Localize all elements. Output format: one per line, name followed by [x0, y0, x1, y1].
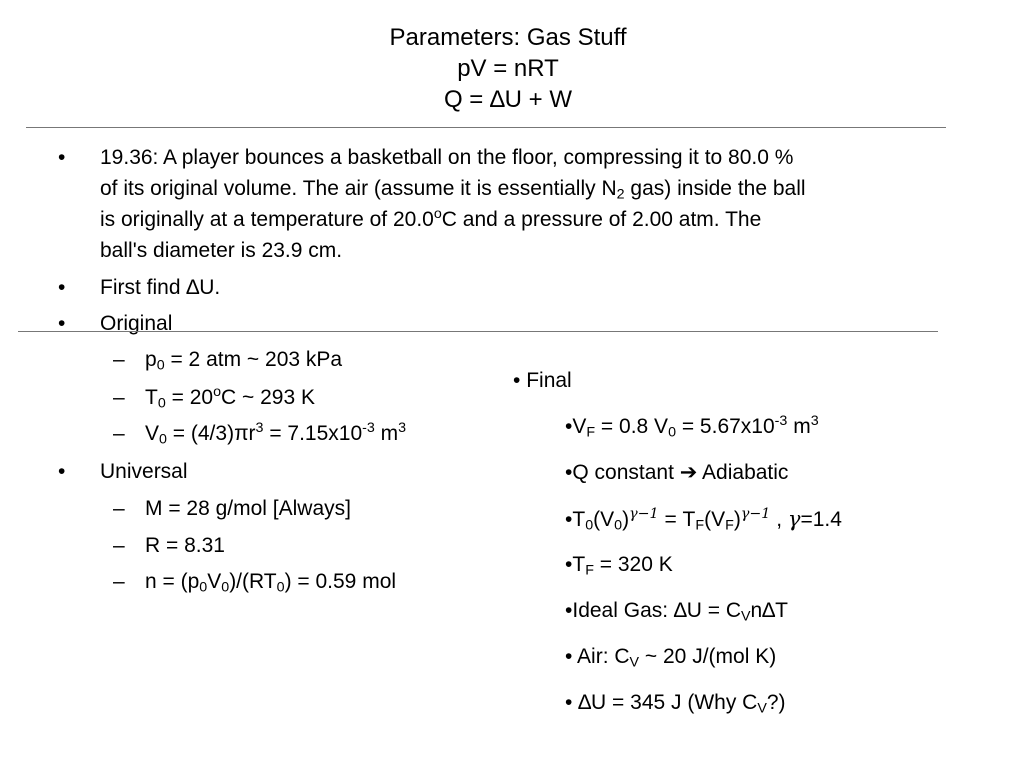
universal-r: – R = 8.31 [145, 530, 545, 561]
problem-line-2: of its original volume. The air (assume it is essentially $N_2$ gas) inside the ball [100, 177, 806, 203]
dash-marker: – [113, 570, 125, 593]
final-air-cv: • Air: $C_V$ ~ 20 J/(mol K) [565, 645, 777, 671]
dash-marker: – [113, 534, 125, 557]
first-find-bullet [58, 272, 970, 303]
universal-n: – $n = (p_0V_0)/(RT_0) = 0.59$ mol [145, 566, 545, 597]
final-delta-u: • ∆U = 345 J (Why $C_V$?) [565, 691, 786, 717]
original-t0: – $T_0 = 20^oC$ ~ 293 K [145, 382, 545, 413]
slide-title [0, 22, 1016, 115]
bullet-marker: • [58, 460, 66, 483]
final-q-constant: •Q constant ➔ Adiabatic [565, 461, 789, 484]
title-line-2: pV = nRT [457, 55, 559, 82]
universal-m: – M = 28 g/mol [Always] [145, 493, 545, 524]
final-tf: $•T_F = 320$ K [565, 553, 673, 579]
final-heading: • Final [513, 369, 572, 392]
problem-line-1: 19.36: A player bounces a basketball on the floor, compressing it to 80.0 % [100, 146, 794, 169]
first-find-text: First find ∆U. [100, 276, 221, 299]
universal-bullet [58, 456, 970, 487]
dash-marker: – [113, 348, 125, 371]
problem-bullet [58, 142, 970, 266]
final-adiabatic-relation: $•T_0(V_0)^{\gamma-1} = T_F(V_F)^{\gamma-1}$ , γ=1.4 [565, 506, 842, 534]
original-v0: – $V_0 = (4/3)\pi r^3 = 7.15x10^{-3}$ $m^3$ [145, 418, 545, 449]
bullet-marker: • [58, 312, 66, 335]
original-heading: Original [100, 312, 173, 335]
arrow-icon: ➔ [679, 461, 698, 484]
bullet-marker: • [58, 276, 66, 299]
original-bullet [58, 308, 970, 339]
dash-marker: – [113, 422, 125, 445]
title-divider [26, 127, 946, 128]
universal-heading: Universal [100, 460, 188, 483]
original-p0: – $p_0 = 2$ atm ~ 203 kPa [145, 344, 545, 375]
dash-marker: – [113, 386, 125, 409]
final-vf: $•V_F = 0.8$ $V_0 = 5.67x10^{-3}$ $m^3$ [565, 413, 819, 441]
title-line-3: Q = ∆U + W [443, 86, 573, 113]
dash-marker: – [113, 497, 125, 520]
section-divider [18, 331, 938, 332]
problem-line-3: is originally at a temperature of 20.0$^o$C and a pressure of 2.00 atm. The [100, 206, 762, 231]
final-ideal-gas: •Ideal Gas: $\Delta U = C_Vn\Delta T$ [565, 599, 788, 625]
title-line-1: Parameters: Gas Stuff [389, 24, 627, 51]
problem-line-4: ball's diameter is 23.9 cm. [100, 239, 343, 262]
bullet-marker: • [58, 146, 66, 169]
